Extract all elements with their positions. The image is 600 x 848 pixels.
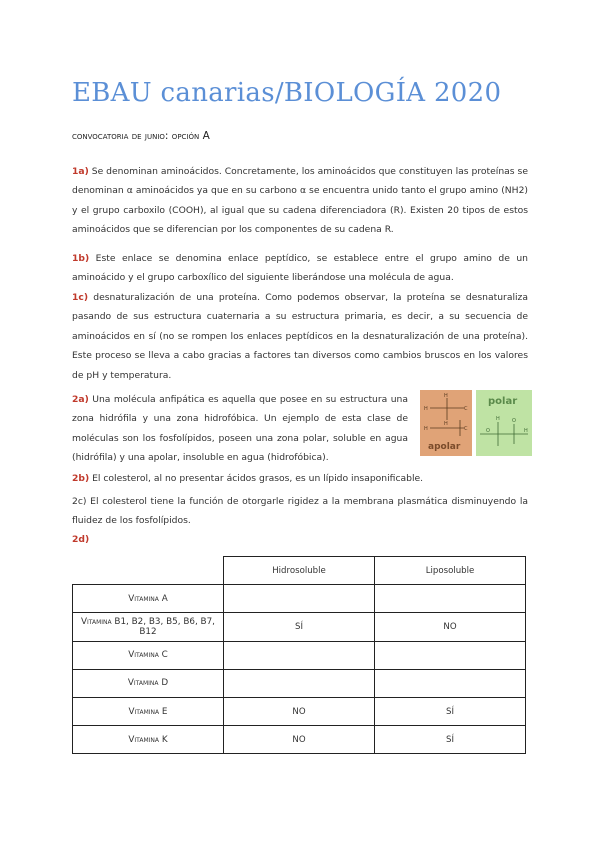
svg-text:C: C — [464, 406, 468, 412]
liposoluble-cell — [375, 585, 526, 613]
table-row — [73, 641, 526, 669]
answer-text: Una molécula anfipática es aquella que posee en su estructura una zona hidrófila y una zona hidrofóbica. Un ejemplo de esta clase de moléculas son los fosfolípidos, poseen una zona polar, soluble en agua (hidrófila) y una apolar, insoluble en agua (hidrofóbica). — [72, 394, 408, 464]
page-subtitle: convocatoria de junio: opción A — [72, 130, 210, 142]
table-row — [73, 697, 526, 725]
table-header-row — [73, 557, 526, 585]
table-row — [73, 613, 526, 641]
vitamin-name-cell: Vitamina B1, B2, B3, B5, B6, B7, B12 — [73, 613, 224, 641]
hidrosoluble-cell: SÍ — [224, 613, 375, 641]
answer-1c — [72, 288, 528, 385]
apolar-region-figure — [420, 390, 472, 456]
svg-text:H: H — [444, 421, 448, 427]
svg-text:O: O — [486, 428, 490, 434]
answer-label: 2a) — [72, 394, 89, 405]
header-cell: Hidrosoluble — [224, 557, 375, 585]
svg-text:O: O — [512, 418, 516, 424]
answer-2c — [72, 492, 528, 531]
page-title: EBAU canarias/BIOLOGÍA 2020 — [72, 78, 502, 108]
hidrosoluble-cell — [224, 641, 375, 669]
answer-label: 2c) — [72, 496, 87, 507]
apolar-label: apolar — [428, 442, 461, 452]
vitamin-name-cell: Vitamina K — [73, 726, 224, 754]
svg-text:H: H — [524, 428, 528, 434]
vitamin-name-cell: Vitamina C — [73, 641, 224, 669]
table-row — [73, 669, 526, 697]
liposoluble-cell — [375, 669, 526, 697]
vitamin-name-cell: Vitamina D — [73, 669, 224, 697]
answer-1b — [72, 249, 528, 288]
answer-label: 2d) — [72, 534, 90, 545]
header-cell — [73, 557, 224, 585]
answer-2b — [72, 469, 528, 488]
polar-region-figure — [476, 390, 532, 456]
answer-label: 1b) — [72, 253, 90, 264]
answer-text: Este enlace se denomina enlace peptídico, se establece entre el grupo amino de un aminoácido y el grupo carboxílico del siguiente liberándose una molécula de agua. — [72, 253, 528, 284]
svg-text:H: H — [424, 426, 428, 432]
polar-label: polar — [488, 396, 518, 407]
hidrosoluble-cell: NO — [224, 726, 375, 754]
answer-2d — [72, 530, 528, 549]
svg-text:H: H — [496, 416, 500, 422]
vitamin-solubility-table — [72, 556, 526, 754]
answer-text: Se denominan aminoácidos. Concretamente, los aminoácidos que constituyen las proteínas se denominan α aminoácidos ya que en su carbono α se encuentra unido tanto el grupo amino (NH2) y el grupo carboxilo (COOH), al igual que su cadena diferenciadora (R). Existen 20 tipos de estos aminoácidos que se diferencian por los componentes de su cadena R. — [72, 166, 528, 236]
svg-text:C: C — [464, 426, 468, 432]
hidrosoluble-cell — [224, 669, 375, 697]
hidrosoluble-cell: NO — [224, 697, 375, 725]
header-cell: Liposoluble — [375, 557, 526, 585]
table-row — [73, 585, 526, 613]
answer-label: 1c) — [72, 292, 89, 303]
answer-1a — [72, 162, 528, 240]
vitamin-name-cell: Vitamina A — [73, 585, 224, 613]
hidrosoluble-cell — [224, 585, 375, 613]
liposoluble-cell — [375, 641, 526, 669]
answer-text: El colesterol tiene la función de otorgarle rigidez a la membrana plasmática disminuyendo la fluidez de los fosfolípidos. — [72, 496, 529, 527]
liposoluble-cell: SÍ — [375, 726, 526, 754]
liposoluble-cell: NO — [375, 613, 526, 641]
answer-text: El colesterol, al no presentar ácidos grasos, es un lípido insaponificable. — [92, 473, 424, 484]
answer-label: 2b) — [72, 473, 90, 484]
liposoluble-cell: SÍ — [375, 697, 526, 725]
answer-label: 1a) — [72, 166, 89, 177]
svg-text:H: H — [424, 406, 428, 412]
table-row — [73, 726, 526, 754]
answer-2a — [72, 390, 408, 468]
answer-text: desnaturalización de una proteína. Como podemos observar, la proteína se desnaturaliza pasando de sus estructura cuaternaria a su estructura primaria, es decir, a su secuencia de aminoácidos en sí (no se rompen los enlaces peptídicos en la desnaturalización de una proteína). Este proceso se lleva a cabo gracias a factores tan diversos como cambios bruscos en los valores de pH y temperatura. — [72, 292, 529, 381]
vitamin-name-cell: Vitamina E — [73, 697, 224, 725]
svg-text:H: H — [444, 393, 448, 399]
